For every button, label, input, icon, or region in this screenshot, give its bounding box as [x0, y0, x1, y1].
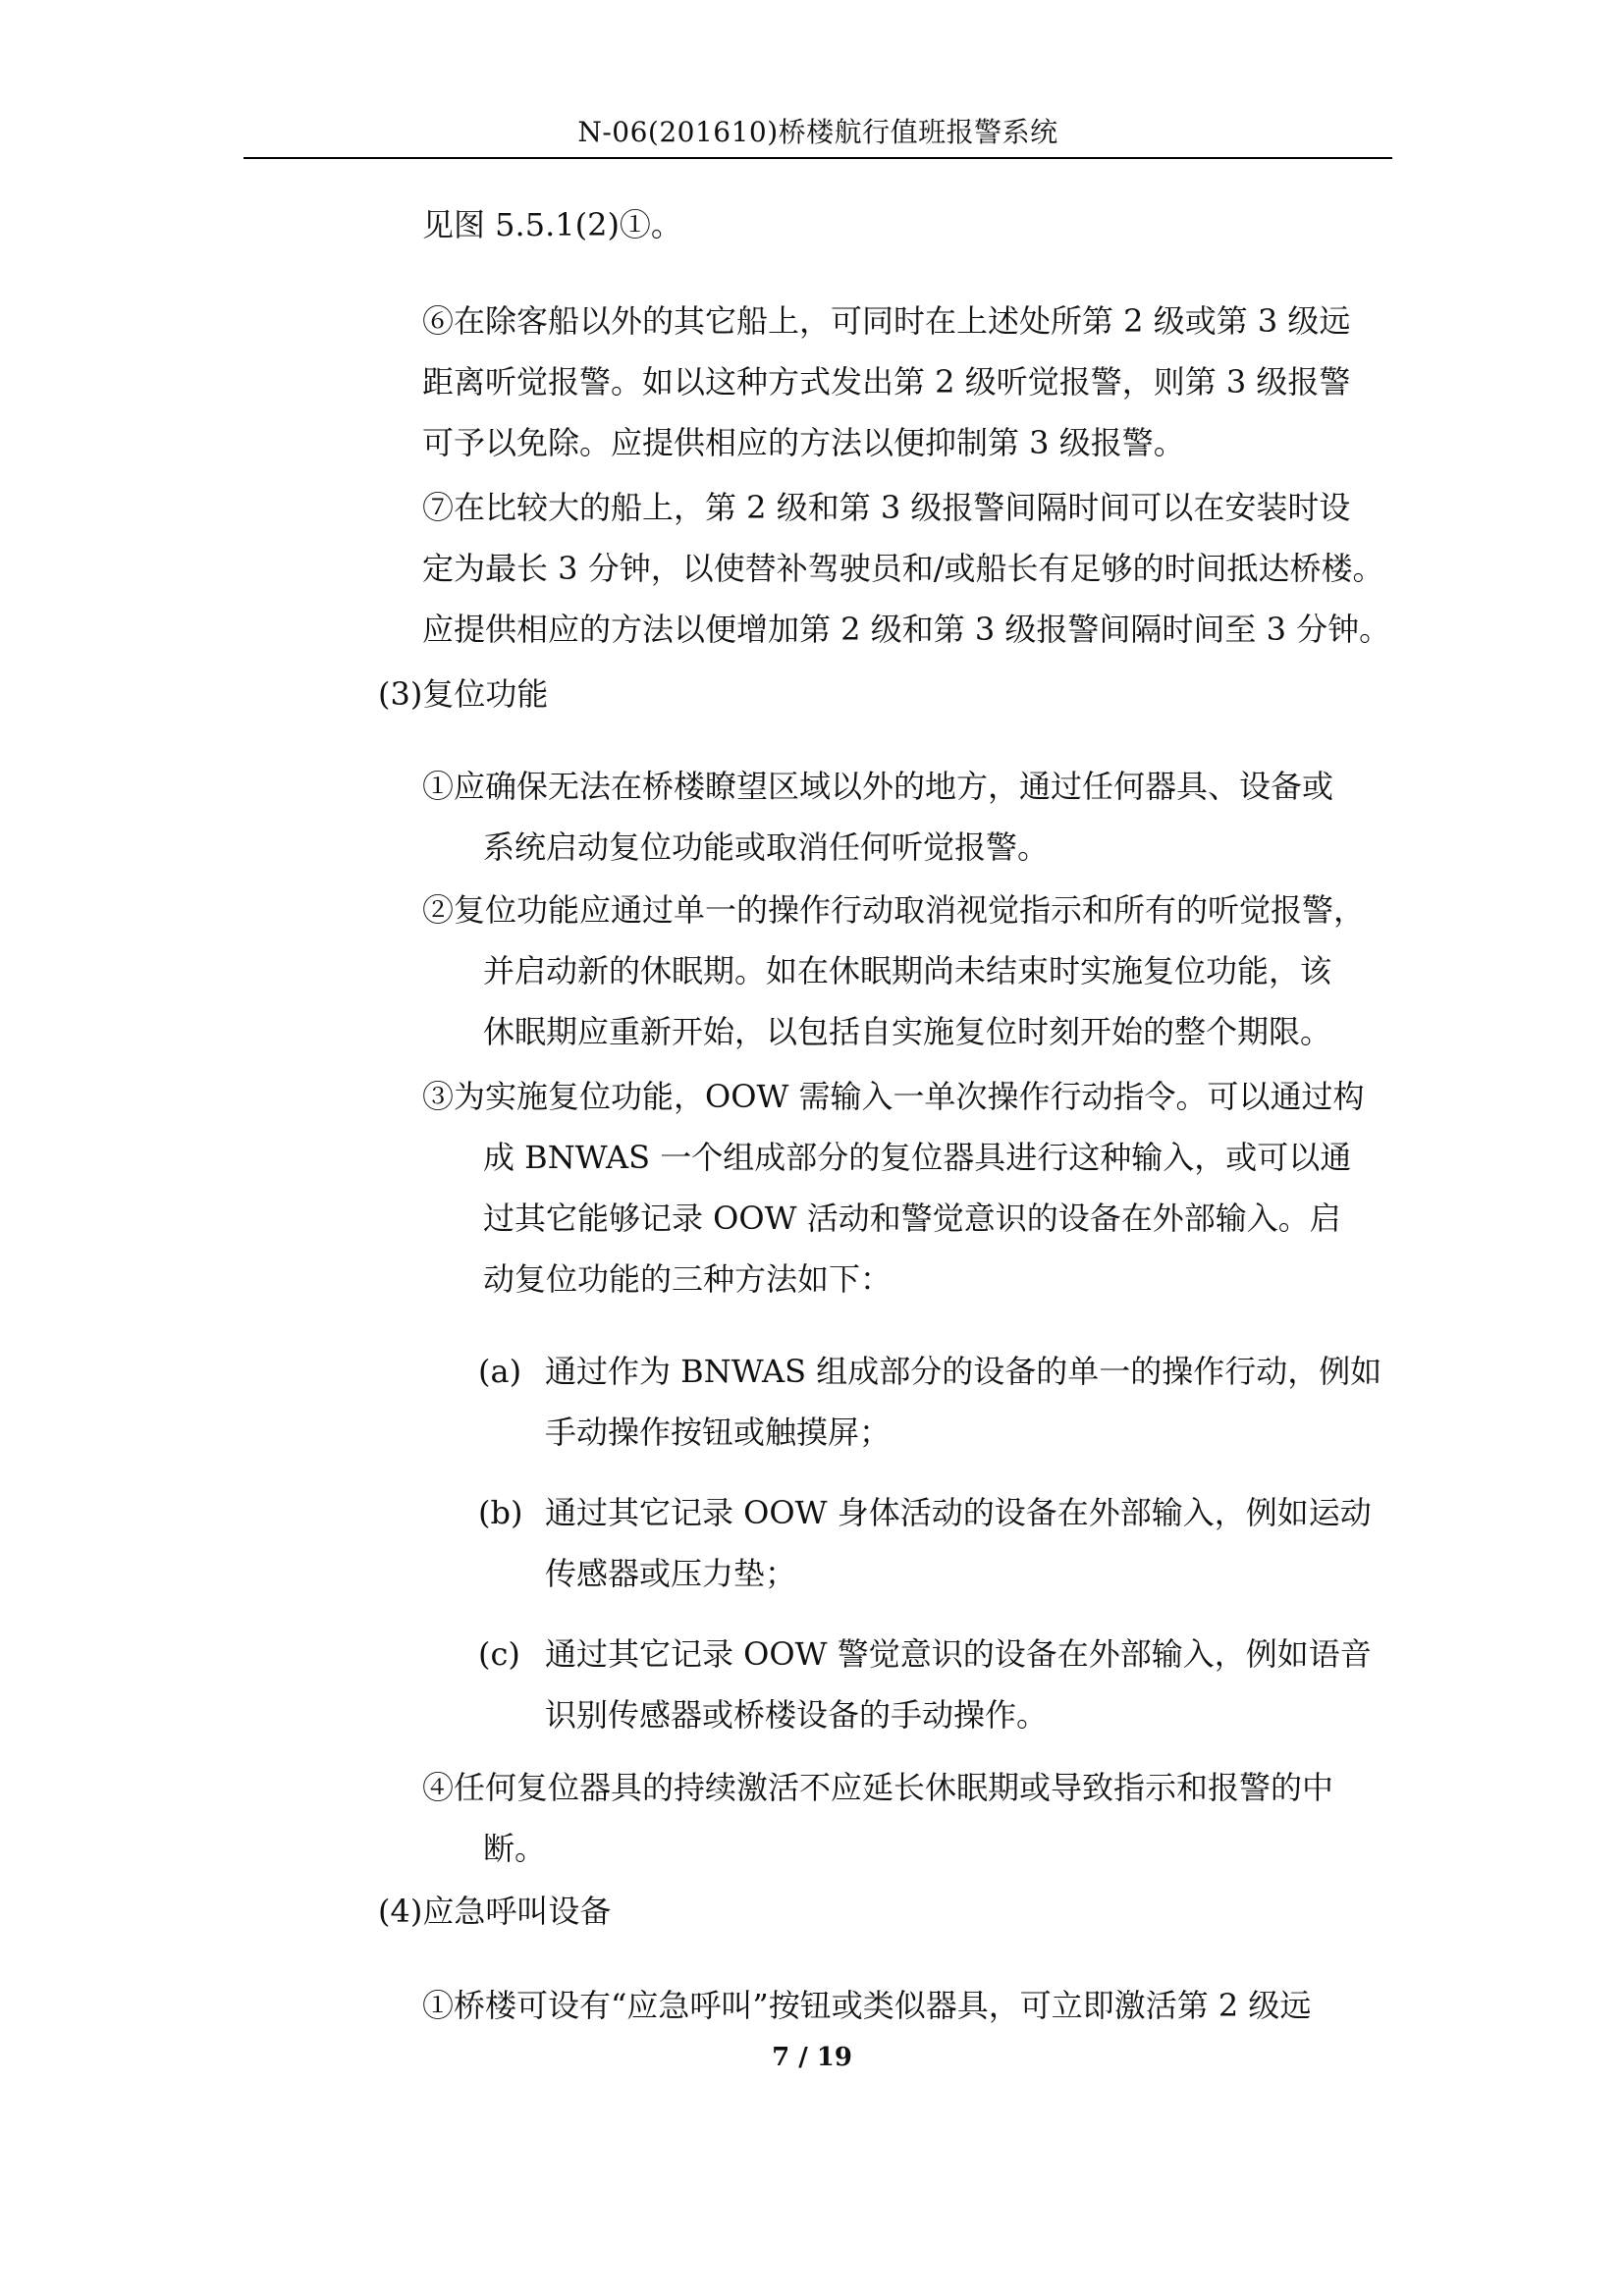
text-line: 可予以免除。应提供相应的方法以便抑制第 3 级报警。	[422, 424, 1185, 461]
page-number: 7 / 19	[772, 2043, 852, 2072]
text-line: ①桥楼可设有“应急呼叫”按钮或类似器具，可立即激活第 2 级远	[422, 1987, 1312, 2024]
section-heading-emergency-call: (4)应急呼叫设备	[378, 1893, 612, 1930]
text-line: 通过其它记录 OOW 警觉意识的设备在外部输入，例如语音	[545, 1635, 1372, 1673]
text-line: 距离听觉报警。如以这种方式发出第 2 级听觉报警，则第 3 级报警	[422, 363, 1351, 400]
text-line: 并启动新的休眠期。如在休眠期尚未结束时实施复位功能，该	[483, 952, 1332, 989]
text-line: 见图 5.5.1(2)①。	[422, 206, 682, 243]
text-line: 系统启动复位功能或取消任何听觉报警。	[483, 828, 1050, 866]
paragraph-emergency-1	[422, 1975, 1311, 2036]
paragraph-reset-4	[422, 1757, 1333, 1879]
text-line: ②复位功能应通过单一的操作行动取消视觉指示和所有的听觉报警，	[422, 891, 1366, 929]
text-line: 动复位功能的三种方法如下：	[483, 1260, 893, 1298]
paragraph-reset-1	[422, 756, 1333, 878]
paragraph-item-6	[422, 291, 1350, 473]
text-line: 成 BNWAS 一个组成部分的复位器具进行这种输入，或可以通	[483, 1139, 1352, 1176]
paragraph-reset-2	[422, 880, 1365, 1062]
text-line: ⑥在除客船以外的其它船上，可同时在上述处所第 2 级或第 3 级远	[422, 302, 1351, 340]
text-line: 传感器或压力垫；	[545, 1555, 797, 1592]
text-line: 通过作为 BNWAS 组成部分的设备的单一的操作行动，例如	[545, 1353, 1382, 1390]
text-line: 断。	[483, 1830, 547, 1867]
text-line: ④任何复位器具的持续激活不应延长休眠期或导致指示和报警的中	[422, 1769, 1334, 1806]
text-line: 通过其它记录 OOW 身体活动的设备在外部输入，例如运动	[545, 1494, 1372, 1531]
text-line: 应提供相应的方法以便增加第 2 级和第 3 级报警间隔时间至 3 分钟。	[422, 611, 1391, 648]
text-line: ③为实施复位功能，OOW 需输入一单次操作行动指令。可以通过构	[422, 1078, 1365, 1115]
page-header: N-06(201610)桥楼航行值班报警系统	[577, 116, 1058, 148]
text-line: 过其它能够记录 OOW 活动和警觉意识的设备在外部输入。启	[483, 1200, 1341, 1237]
text-line: 识别传感器或桥楼设备的手动操作。	[545, 1696, 1049, 1734]
paragraph-item-7	[422, 477, 1390, 660]
paragraph-reset-3	[422, 1066, 1365, 1309]
list-marker: (c)	[478, 1635, 520, 1673]
list-marker: (b)	[478, 1494, 523, 1531]
text-line: ⑦在比较大的船上，第 2 级和第 3 级报警间隔时间可以在安装时设	[422, 489, 1351, 526]
text-line: 手动操作按钮或触摸屏；	[545, 1414, 892, 1451]
text-line: 休眠期应重新开始，以包括自实施复位时刻开始的整个期限。	[483, 1013, 1332, 1050]
section-heading-reset: (3)复位功能	[378, 675, 549, 713]
text-line: 定为最长 3 分钟，以使替补驾驶员和/或船长有足够的时间抵达桥楼。	[422, 550, 1384, 587]
list-marker: (a)	[478, 1353, 522, 1390]
paragraph-figure-ref	[422, 194, 682, 255]
text-line: ①应确保无法在桥楼瞭望区域以外的地方，通过任何器具、设备或	[422, 768, 1334, 805]
